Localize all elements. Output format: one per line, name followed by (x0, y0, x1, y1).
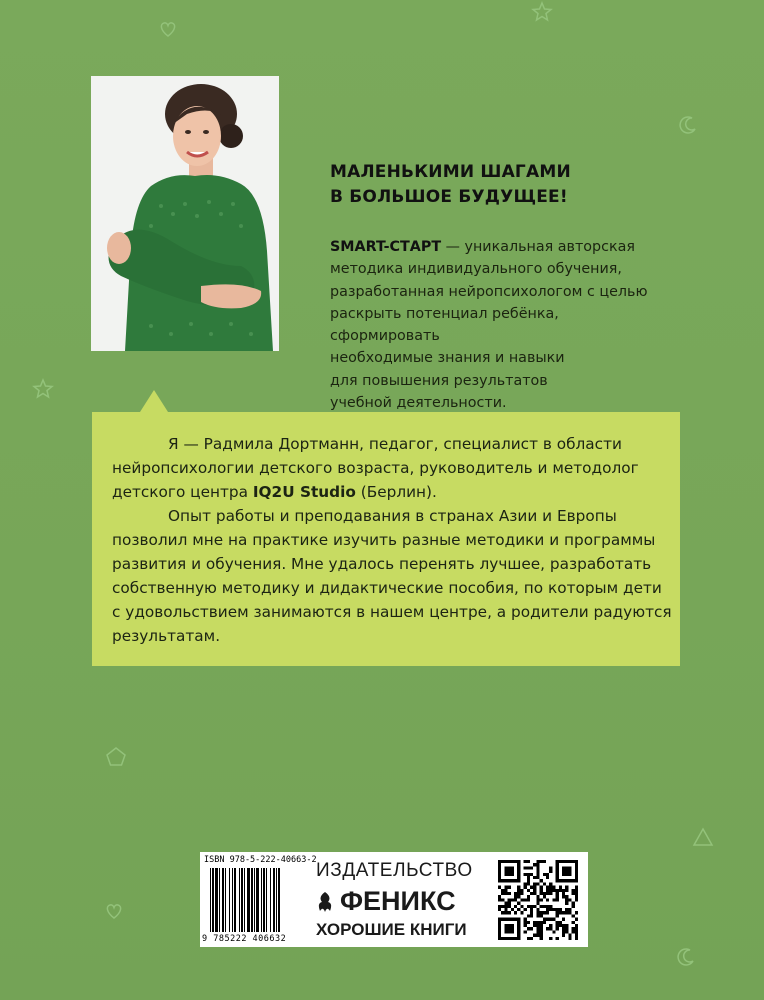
bio-paragraph: Опыт работы и преподавания в странах Азии и Европы позволил мне на практике изучить разные методики и программы развития и обучения. Мне удалось перенять лучшее, разработать собственную методику и дидактические пособия, по которым дети с удовольствием занимаются в нашем центре, а родители радуются результатам. (112, 507, 672, 645)
star-outline-icon (530, 0, 554, 22)
headline-line: МАЛЕНЬКИМИ ШАГАМИ (330, 162, 571, 182)
bio-paragraph (112, 432, 672, 504)
moon-outline-icon (676, 947, 696, 967)
heart-outline-icon (104, 902, 124, 920)
isbn-text: ISBN 978-5-222-40663-2 (204, 855, 317, 865)
studio-name: IQ2U Studio (252, 483, 356, 501)
publisher-label: ИЗДАТЕЛЬСТВО (316, 860, 473, 881)
author-bio-callout (92, 412, 680, 666)
brand-name: SMART-СТАРТ (330, 239, 442, 255)
publisher-name (316, 886, 456, 917)
barcode-image (210, 868, 304, 932)
moon-outline-icon (678, 115, 698, 135)
bio-text: (Берлин). (355, 483, 437, 501)
pentagon-outline-icon (104, 745, 128, 767)
publisher-name-text: ФЕНИКС (340, 886, 456, 916)
cover-headline (330, 160, 630, 210)
triangle-outline-icon (692, 826, 714, 848)
heart-outline-icon (158, 20, 178, 38)
description-line: методика индивидуального обучения, (330, 261, 622, 278)
phoenix-logo-icon (316, 891, 334, 913)
publisher-panel (200, 852, 588, 947)
qr-code-image (498, 860, 578, 940)
description-line: — уникальная авторская (441, 239, 635, 255)
method-description (330, 236, 660, 414)
barcode-number: 9 785222 406632 (202, 934, 287, 944)
author-photo (91, 76, 279, 351)
description-line: для повышения результатов (330, 372, 548, 389)
description-line: разработанная нейропсихологом с целью (330, 283, 648, 300)
callout-pointer (140, 390, 168, 412)
bio-text: Я — Радмила Дортманн, педагог, специалист в области нейропсихологии детского возраста, руководитель и методолог детского центра (112, 435, 639, 501)
headline-line: В БОЛЬШОЕ БУДУЩЕЕ! (330, 187, 568, 207)
star-outline-icon (32, 378, 54, 400)
publisher-slogan: ХОРОШИЕ КНИГИ (316, 920, 467, 939)
description-line: учебной деятельности. (330, 395, 507, 412)
description-line: необходимые знания и навыки (330, 350, 565, 367)
description-line: раскрыть потенциал ребёнка, сформировать (330, 305, 559, 345)
